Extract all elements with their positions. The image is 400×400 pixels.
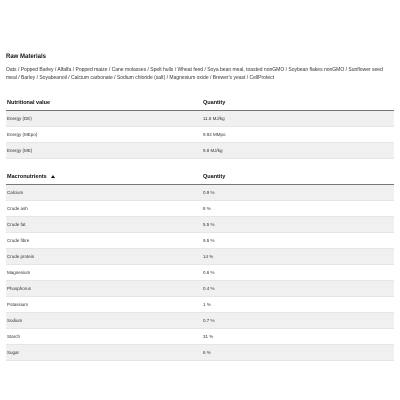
- table-row: [6, 265, 394, 281]
- nutrient-quantity: 6 %: [203, 345, 394, 361]
- table-row: [6, 111, 394, 127]
- nutrient-quantity: 9.92 MMpo: [203, 127, 394, 143]
- quantity-header: Quantity: [203, 170, 394, 185]
- nutrient-quantity: 11.5 MJ/kg: [203, 111, 394, 127]
- nutrient-quantity: 0.4 %: [203, 281, 394, 297]
- macronutrients-header-label: Macronutrients: [7, 174, 47, 180]
- table-row: [6, 201, 394, 217]
- nutritional-value-table: [6, 96, 394, 159]
- nutrient-quantity: 0.9 %: [203, 185, 394, 201]
- table-row: [6, 329, 394, 345]
- nutrient-quantity: 8 %: [203, 201, 394, 217]
- table-row: [6, 143, 394, 159]
- nutrient-name: Crude ash: [6, 201, 203, 217]
- table-header-row: [6, 170, 394, 185]
- sort-ascending-icon[interactable]: [51, 175, 55, 178]
- raw-materials-title: Raw Materials: [6, 54, 47, 60]
- nutrient-name: Potassium: [6, 297, 203, 313]
- table-row: [6, 127, 394, 143]
- nutrient-name: Crude fibre: [6, 233, 203, 249]
- table-row: [6, 217, 394, 233]
- nutrient-name: Sugar: [6, 345, 203, 361]
- table-row: [6, 249, 394, 265]
- nutrient-quantity: 9.8 MJ/kg: [203, 143, 394, 159]
- nutrient-name: Sodium: [6, 313, 203, 329]
- nutrient-quantity: 5.5 %: [203, 217, 394, 233]
- nutrient-name: Crude protein: [6, 249, 203, 265]
- table-header-row: [6, 96, 394, 111]
- nutrient-quantity: 14 %: [203, 249, 394, 265]
- nutrient-name: Energy (MEpo): [6, 127, 203, 143]
- macronutrients-header[interactable]: [6, 170, 203, 185]
- quantity-header: Quantity: [203, 96, 394, 111]
- nutritional-value-header: Nutritional value: [6, 96, 203, 111]
- nutrient-name: Phosphorus: [6, 281, 203, 297]
- table-row: [6, 185, 394, 201]
- nutrient-quantity: 31 %: [203, 329, 394, 345]
- nutrient-name: Magnesium: [6, 265, 203, 281]
- table-row: [6, 233, 394, 249]
- nutrient-name: Energy (DE): [6, 111, 203, 127]
- nutrient-name: Crude fat: [6, 217, 203, 233]
- nutrient-quantity: 0.7 %: [203, 313, 394, 329]
- nutrient-name: Starch: [6, 329, 203, 345]
- table-row: [6, 313, 394, 329]
- macronutrients-table: [6, 170, 394, 361]
- table-row: [6, 297, 394, 313]
- nutrient-quantity: 0.6 %: [203, 265, 394, 281]
- nutrient-quantity: 1 %: [203, 297, 394, 313]
- nutrient-name: Energy (ME): [6, 143, 203, 159]
- table-row: [6, 345, 394, 361]
- nutrient-name: Calcium: [6, 185, 203, 201]
- raw-materials-text: Oats / Popped Barley / Alfalfa / Popped maize / Cane molasses / Spelt hulls / Wheat feed / Soya bean meal, toasted nonGMO / Soybean flakes nonGMO / Sunflower seed meal / Barley / Soyabeanoil / Calcium carbonate / Sodium chloride (salt) / Magnesium oxide / Brewer's yeast / CellProtect: [6, 67, 383, 81]
- table-row: [6, 281, 394, 297]
- nutrient-quantity: 9.5 %: [203, 233, 394, 249]
